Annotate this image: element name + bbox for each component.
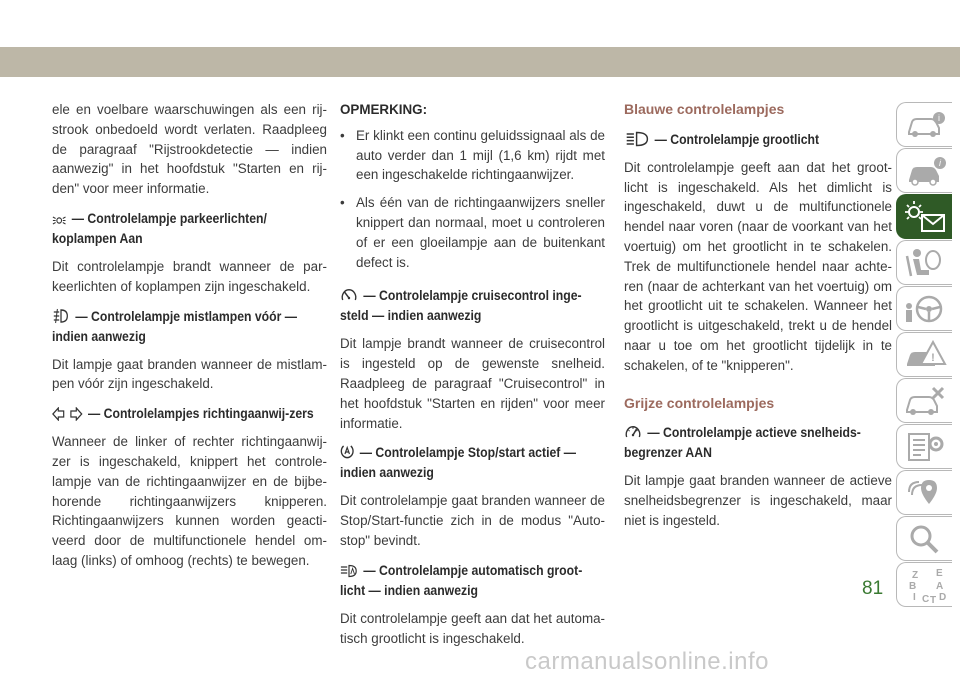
heading-stop-start [340,443,605,483]
tab-specifications[interactable] [896,424,952,469]
heading-parking-lights-text: — Controlelampje parkeerlichten/ koplampen Aan [52,210,267,246]
bullet-dot: • [340,195,345,211]
heading-cruise-control [340,286,605,326]
index-letter: T [929,594,936,604]
warning-lights-icon [902,199,948,235]
note-bullet [340,193,605,272]
auto-high-beam-icon [340,564,358,578]
stop-start-icon [340,443,354,460]
checklist-settings-icon [903,430,947,464]
tab-warning-lights[interactable] [896,194,952,239]
seat-airbag-icon [903,246,947,280]
car-service-icon [903,384,947,418]
tab-driving[interactable] [896,286,952,331]
tab-safety[interactable] [896,240,952,285]
tab-search[interactable] [896,516,952,561]
paragraph-cruise-control: Dit lampje brandt wanneer de cruisecontrol is ingesteld op de gewenste snelheid. Raadpleeg de paragraaf "Cruisecontrol" in het hoofdstuk "Starten en rijden" voor meer informatie. [340,336,605,431]
heading-high-beam-text: — Controlelampje grootlicht [654,131,820,147]
cruise-control-icon [340,287,358,303]
heading-speed-limiter-text: — Controlelampje actieve snelheids-begrenzer AAN [624,425,861,461]
note-bullet-text: Als één van de richtingaanwijzers sneller knippert dan normaal, moet u controleren of er een gloeilampje aan de buitenkant defect is. [356,195,605,270]
index-letter: Z [911,569,918,581]
parking-lights-icon [52,215,66,226]
paragraph-turn-signals: Wanneer de linker of rechter richtingaanwij-zer is ingeschakeld, knippert het controle-lampje van de richtingaanwijzer en de bijbe-horende richtingaanwijzers knipperen. Richtingaanwijzers kunnen worden geacti-veerd door de multifunctionele hendel om-laag (links) of omhoog (rechts) te bewegen. [52,434,327,568]
column-middle [340,100,605,658]
index-letter: D [938,591,946,603]
tab-emergency[interactable] [896,332,952,377]
search-icon [903,522,947,556]
heading-turn-signals-text: — Controlelampjes richtingaanwij-zers [88,406,314,422]
section-heading-blue: Blauwe controlelampjes [624,101,785,117]
note-heading: OPMERKING: [340,102,428,117]
tab-index[interactable] [896,562,952,607]
heading-stop-start-text: — Controlelampje Stop/start actief — indien aanwezig [340,445,576,481]
heading-speed-limiter [624,423,892,463]
column-right [624,100,892,541]
column-left [52,100,327,581]
car-info-icon [903,108,947,142]
svg-text:i: i [937,112,940,123]
paragraph-parking-lights: Dit controlelampje brandt wanneer de par-keerlichten of koplampen zijn ingeschakeld. [52,258,327,294]
heading-turn-signals [52,404,327,424]
heading-auto-high-beam-text: — Controlelampje automatisch groot-licht — indien aanwezig [340,562,583,598]
note-bullet-text: Er klinkt een continu geluidssignaal als de auto verder dan 1 mijl (1,6 km) rijdt met een ingeschakelde richtingaanwijzer. [356,127,605,183]
tab-vehicle-info[interactable] [896,102,952,147]
tab-multimedia[interactable] [896,470,952,515]
heading-auto-high-beam [340,561,605,601]
turn-signals-icon [52,407,83,421]
intro-paragraph: ele en voelbare waarschuwingen als een rij-strook onbedoeld wordt verlaten. Raadpleeg de paragraaf "Rijstrookdetectie — indien aanwezig" in het hoofdstuk "Starten en rij-den" voor meer informatie. [52,102,327,197]
heading-high-beam [624,130,892,150]
speed-limiter-icon [624,424,642,440]
car-breakdown-icon [903,338,947,372]
index-letter: B [908,580,916,592]
page-number: 81 [862,578,884,599]
steering-wheel-icon [903,292,947,326]
svg-text:!: ! [930,351,935,364]
tab-service[interactable] [896,378,952,423]
index-letter: E [935,567,943,579]
note-bullet [340,126,605,185]
index-letter: A [935,580,943,592]
paragraph-auto-high-beam: Dit controlelampje geeft aan dat het automa-tisch grootlicht is ingeschakeld. [340,610,605,646]
watermark: carmanualsonline.info [525,648,769,675]
high-beam-icon [626,131,649,147]
heading-fog-lights-text: — Controlelampje mistlampen vóór — indien aanwezig [52,308,298,344]
paragraph-fog-lights: Dit lampje gaat branden wanneer de mistlam-pen vóór zijn ingeschakeld. [52,356,327,392]
index-letter: C [921,593,929,604]
bullet-dot: • [340,127,345,143]
chapter-tabs [896,102,952,608]
front-fog-lights-icon [52,308,70,324]
paragraph-speed-limiter: Dit lampje gaat branden wanneer de actieve snelheidsbegrenzer is ingeschakeld, maar niet is ingesteld. [624,473,892,528]
paragraph-high-beam: Dit controlelampje geeft aan dat het groot-licht is ingeschakeld. Als het dimlicht is ingeschakeld, duwt u de multifunctionele hendel naar voren (naar de voorkant van het voertuig) om het grootlicht in te schakelen. Trek de multifunctionele hendel naar achte-ren (naar de achterkant van het voertuig) om het grootlicht uit te schakelen. Wanneer het grootlicht is uitgeschakeld, trekt u de hendel naar u toe om het grootlicht tijdelijk in te schakelen, of te "knipperen". [624,159,892,373]
multimedia-icon [903,476,947,510]
svg-text:i: i [938,157,941,168]
section-heading-grey: Grijze controlelampjes [624,394,775,411]
paragraph-stop-start: Dit controlelampje gaat branden wanneer de Stop/Start-functie zich in de modus "Auto-stop" bevindt. [340,493,605,548]
heading-fog-lights [52,307,327,347]
tab-vehicle-alert[interactable] [896,148,952,193]
heading-cruise-control-text: — Controlelampje cruisecontrol inge-steld — indien aanwezig [340,288,582,324]
car-alert-icon [903,154,947,188]
heading-parking-lights [52,209,327,249]
header-band [0,47,960,77]
alphabetical-index-icon [903,566,947,604]
index-letter: I [912,591,916,603]
